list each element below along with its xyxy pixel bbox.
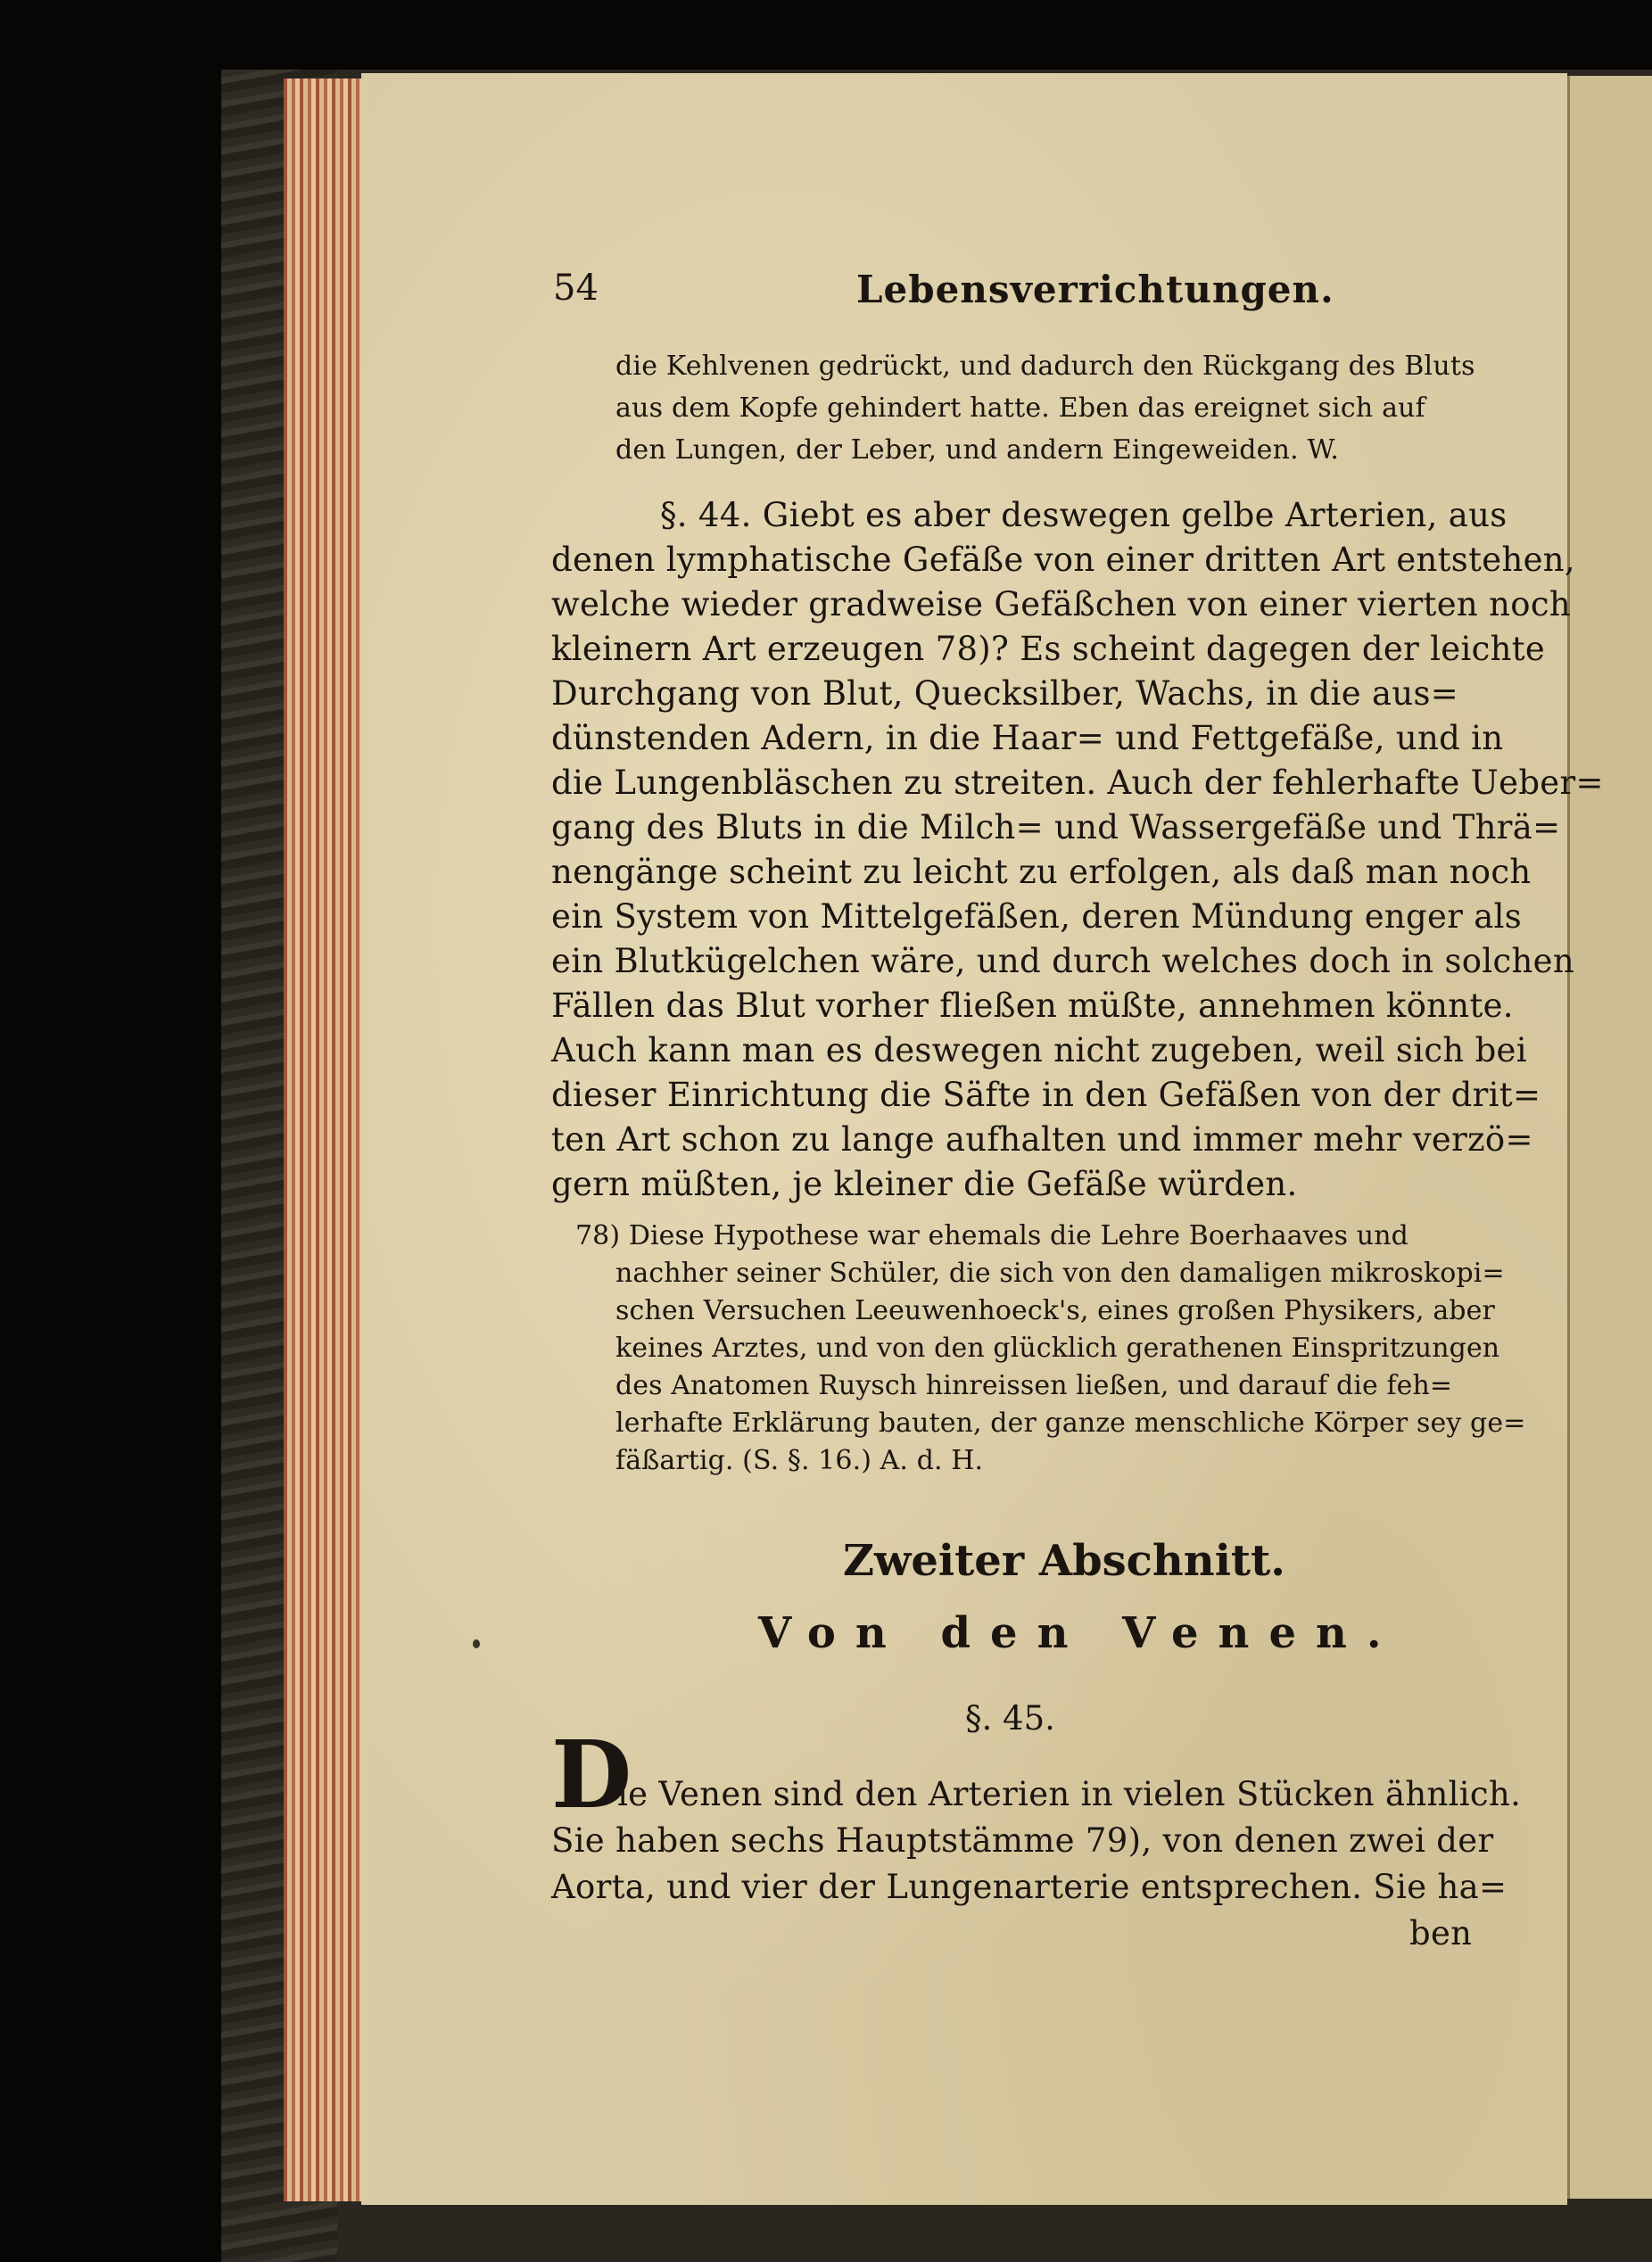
text-line: gern müßten, je kleiner die Gefäße würden. <box>551 1165 1298 1203</box>
note-line: den Lungen, der Leber, und andern Eingeweiden. W. <box>615 434 1340 466</box>
text-line: Auch kann man es deswegen nicht zugeben, weil sich bei <box>551 1031 1527 1069</box>
footnote-line: fäßartig. (S. §. 16.) A. d. H. <box>615 1445 984 1476</box>
note-line: die Kehlvenen gedrückt, und dadurch den Rückgang des Bluts <box>615 351 1475 382</box>
running-head-title: Lebensverrichtungen. <box>856 268 1334 311</box>
running-header <box>553 268 1516 321</box>
section-heading: Zweiter Abschnitt. <box>843 1536 1285 1586</box>
text-line: gang des Bluts in die Milch= und Wassergefäße und Thrä= <box>551 808 1561 846</box>
note-line: aus dem Kopfe gehindert hatte. Eben das ereignet sich auf <box>615 392 1425 424</box>
text-line: ein System von Mittelgefäßen, deren Mündung enger als <box>551 897 1523 936</box>
text-line: ie Venen sind den Arterien in vielen Stücken ähnlich. <box>617 1775 1522 1813</box>
text-line: nengänge scheint zu leicht zu erfolgen, als daß man noch <box>551 853 1532 891</box>
text-line: §. 44. Giebt es aber deswegen gelbe Arterien, aus <box>660 496 1507 534</box>
text-line: Sie haben sechs Hauptstämme 79), von denen zwei der <box>551 1821 1494 1860</box>
section-mark: §. 45. <box>965 1699 1055 1738</box>
footnote-line: keines Arztes, und von den glücklich gerathenen Einspritzungen <box>615 1333 1500 1364</box>
footnote-line: lerhafte Erklärung bauten, der ganze menschliche Körper sey ge= <box>615 1408 1526 1439</box>
catchword: ben <box>1409 1914 1473 1952</box>
footnote-line: nachher seiner Schüler, die sich von den damaligen mikroskopi= <box>615 1258 1505 1289</box>
section-subheading: Von den Venen. <box>758 1608 1401 1658</box>
text-line: Aorta, und vier der Lungenarterie entsprechen. Sie ha= <box>551 1868 1507 1906</box>
footnote-line: schen Versuchen Leeuwenhoeck's, eines großen Physikers, aber <box>615 1295 1495 1326</box>
text-line: ein Blutkügelchen wäre, und durch welches doch in solchen <box>551 942 1574 980</box>
text-line: denen lymphatische Gefäße von einer dritten Art entstehen, <box>551 541 1575 579</box>
text-line: dünstenden Adern, in die Haar= und Fettgefäße, und in <box>551 719 1504 757</box>
text-line: die Lungenbläschen zu streiten. Auch der fehlerhafte Ueber= <box>551 764 1604 802</box>
page-number: 54 <box>553 268 599 309</box>
next-page-edge <box>1567 76 1652 2199</box>
page-edges <box>284 78 366 2201</box>
text-line: ten Art schon zu lange aufhalten und immer mehr verzö= <box>551 1120 1533 1159</box>
text-line: Durchgang von Blut, Quecksilber, Wachs, in die aus= <box>551 674 1459 713</box>
drop-cap: D <box>551 1720 632 1829</box>
footnote-line: 78) Diese Hypothese war ehemals die Lehre Boerhaaves und <box>575 1220 1408 1251</box>
text-line: kleinern Art erzeugen 78)? Es scheint dagegen der leichte <box>551 630 1546 668</box>
text-line: welche wieder gradweise Gefäßchen von einer vierten noch <box>551 585 1571 623</box>
text-line: dieser Einrichtung die Säfte in den Gefäßen von der drit= <box>551 1076 1541 1114</box>
ink-speck <box>473 1639 480 1648</box>
footnote-line: des Anatomen Ruysch hinreissen ließen, und darauf die feh= <box>615 1370 1453 1401</box>
text-line: Fällen das Blut vorher fließen müßte, annehmen könnte. <box>551 987 1514 1025</box>
